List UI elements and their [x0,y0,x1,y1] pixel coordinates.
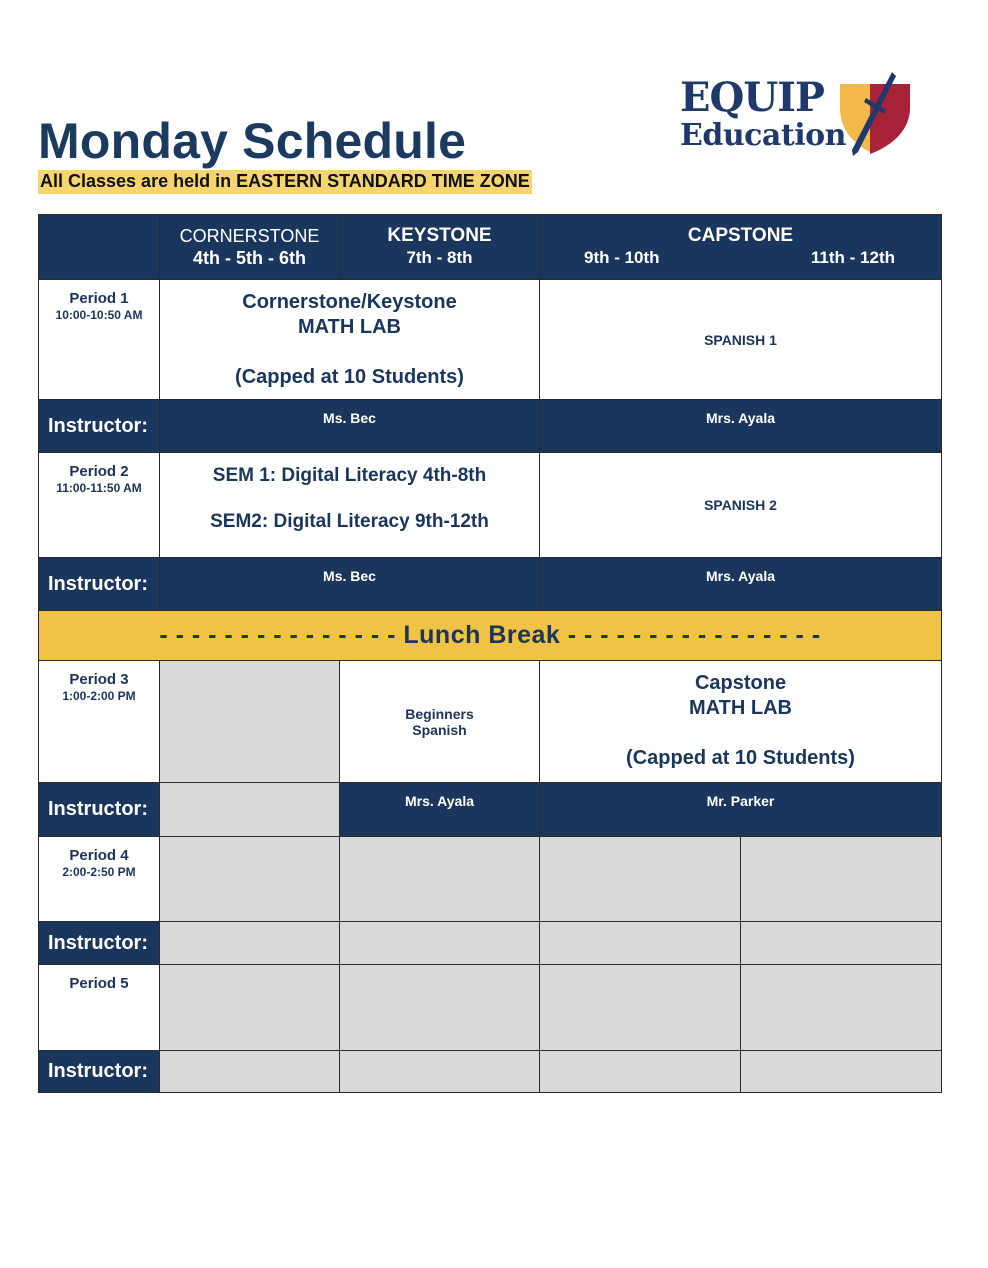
period-name: Period 2 [69,463,129,480]
header-corner-cell [39,215,160,280]
empty-cell [340,1051,540,1093]
capstone-name: CAPSTONE [687,225,794,246]
shield-sword-icon [826,68,916,160]
cornerstone-name: CORNERSTONE [179,226,320,246]
period-time: 11:00-11:50 AM [56,481,142,495]
period-2-left-instructor: Ms. Bec [160,558,540,611]
class-name: Capstone [694,672,787,694]
column-header-cornerstone [160,215,340,280]
empty-cell [160,1051,340,1093]
capstone-grades-upper: 11th - 12th [810,248,895,267]
class-subname: MATH LAB [298,316,401,338]
period-1-cornerstone-keystone-class [160,280,540,400]
empty-cell [160,922,340,965]
period-1-capstone-class: SPANISH 1 [540,280,942,400]
empty-cell [340,837,540,922]
period-3-label [39,661,160,783]
logo-text-equip: EQUIP [680,74,825,121]
page-title: Monday Schedule [38,113,467,169]
empty-cell [160,965,340,1051]
empty-cell [741,922,942,965]
period-time: 2:00-2:50 PM [62,865,136,879]
class-sem2: SEM2: Digital Literacy 9th-12th [210,511,489,532]
class-subname: Spanish [412,721,467,738]
empty-cell [741,965,942,1051]
class-name: Beginners [405,705,474,722]
column-header-keystone [340,215,540,280]
logo-text-education: Education [680,118,846,153]
empty-cell [741,1051,942,1093]
schedule-table [38,214,942,1093]
period-3-cornerstone-instructor-empty [160,783,340,837]
instructor-label: Instructor: [39,400,160,453]
period-4-label [39,837,160,922]
period-2-cornerstone-keystone-class [160,453,540,558]
period-time: 1:00-2:00 PM [62,689,136,703]
empty-cell [540,922,741,965]
period-time: 10:00-10:50 AM [55,308,143,322]
period-3-capstone-class [540,661,942,783]
class-cap-note: (Capped at 10 Students) [626,747,855,769]
instructor-label: Instructor: [39,1051,160,1093]
period-3-mid-instructor: Mrs. Ayala [340,783,540,837]
empty-cell [340,965,540,1051]
empty-cell [340,922,540,965]
class-subname: MATH LAB [689,697,792,719]
timezone-note: All Classes are held in EASTERN STANDARD TIME ZONE [38,170,532,194]
period-name: Period 3 [69,671,129,688]
period-2-right-instructor: Mrs. Ayala [540,558,942,611]
empty-cell [540,1051,741,1093]
period-name: Period 5 [69,975,129,992]
period-name: Period 4 [69,847,129,864]
period-5-label [39,965,160,1051]
period-3-keystone-class [340,661,540,783]
keystone-grades: 7th - 8th [406,248,473,267]
keystone-name: KEYSTONE [387,225,492,246]
period-2-capstone-class: SPANISH 2 [540,453,942,558]
period-3-right-instructor: Mr. Parker [540,783,942,837]
empty-cell [741,837,942,922]
period-name: Period 1 [69,290,129,307]
class-cap-note: (Capped at 10 Students) [235,366,464,388]
period-1-left-instructor: Ms. Bec [160,400,540,453]
equip-education-logo [676,66,916,162]
period-3-cornerstone-empty [160,661,340,783]
cornerstone-grades: 4th - 5th - 6th [193,248,306,268]
empty-cell [160,837,340,922]
class-name: Cornerstone/Keystone [242,291,457,313]
empty-cell [540,837,741,922]
period-2-label [39,453,160,558]
period-1-right-instructor: Mrs. Ayala [540,400,942,453]
capstone-grades-lower: 9th - 10th [584,248,660,267]
instructor-label: Instructor: [39,783,160,837]
class-sem1: SEM 1: Digital Literacy 4th-8th [212,465,487,486]
instructor-label: Instructor: [39,558,160,611]
empty-cell [540,965,741,1051]
lunch-break-banner: - - - - - - - - - - - - - - - Lunch Break - - - - - - - - - - - - - - - - [39,611,942,661]
column-header-capstone [540,215,942,280]
instructor-label: Instructor: [39,922,160,965]
period-1-label [39,280,160,400]
